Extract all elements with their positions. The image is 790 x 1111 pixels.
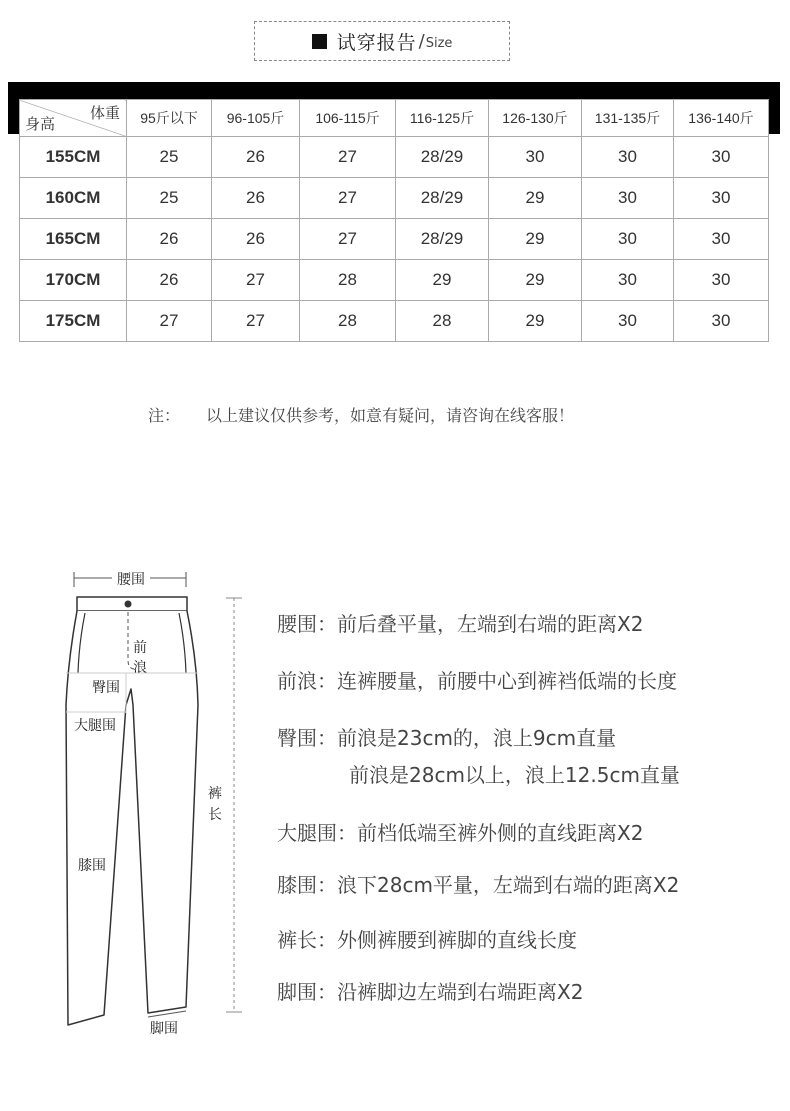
table-cell: 30 [674,301,769,342]
table-row [20,219,769,260]
table-cell: 27 [212,260,300,301]
table-cell: 29 [396,260,489,301]
length-label-2: 长 [208,807,222,823]
thigh-description: 大腿围：前档低端至裤外侧的直线距离X2 [277,821,644,845]
hem-description: 脚围：沿裤脚边左端到右端距离X2 [277,980,584,1004]
length-description: 裤长：外侧裤腰到裤脚的直线长度 [277,928,577,952]
table-cell: 30 [674,260,769,301]
table-cell: 28 [396,301,489,342]
title-subtitle: Size [425,35,453,51]
table-cell: 29 [489,301,582,342]
hip-description-line-2: 前浪是28cm以上，浪上12.5cm直量 [349,763,680,787]
table-cell: 27 [212,301,300,342]
title-main: 试穿报告 [336,31,417,54]
note-text: 以上建议仅供参考，如意有疑问，请咨询在线客服！ [206,406,575,425]
table-cell: 28 [300,301,396,342]
table-cell: 30 [582,178,674,219]
table-cell: 30 [674,178,769,219]
size-table [19,99,769,342]
table-row [20,137,769,178]
table-cell: 30 [674,219,769,260]
table-cell: 28 [300,260,396,301]
table-cell: 28/29 [396,137,489,178]
table-cell: 30 [582,137,674,178]
table-cell: 27 [127,301,212,342]
table-cell: 29 [489,178,582,219]
size-note [148,403,574,426]
table-row [20,178,769,219]
row-height-label: 160CM [20,178,127,219]
column-header: 116-125斤 [396,100,489,137]
table-cell: 29 [489,219,582,260]
table-cell: 26 [212,178,300,219]
table-cell: 26 [212,219,300,260]
table-cell: 26 [127,219,212,260]
table-header-row [20,100,769,137]
pants-measurement-diagram [58,565,258,1045]
waist-description: 腰围：前后叠平量，左端到右端的距离X2 [277,612,644,636]
front-rise-label-1: 前 [133,640,147,656]
table-cell: 28/29 [396,219,489,260]
column-header: 136-140斤 [674,100,769,137]
corner-weight-label: 体重 [89,104,120,122]
front-rise-label-2: 浪 [133,660,147,676]
hip-description-line-1: 臀围：前浪是23cm的，浪上9cm直量 [277,726,617,750]
length-label-1: 裤 [208,786,222,802]
table-cell: 28/29 [396,178,489,219]
row-height-label: 175CM [20,301,127,342]
row-height-label: 170CM [20,260,127,301]
table-corner-cell [20,100,127,137]
column-header: 95斤以下 [127,100,212,137]
column-header: 96-105斤 [212,100,300,137]
table-row [20,301,769,342]
table-cell: 27 [300,219,396,260]
row-height-label: 165CM [20,219,127,260]
table-cell: 29 [489,260,582,301]
front-rise-description: 前浪：连裤腰量，前腰中心到裤裆低端的长度 [277,669,677,693]
waistband-outline [77,597,187,611]
column-header: 131-135斤 [582,100,674,137]
size-report-title [254,21,510,61]
row-height-label: 155CM [20,137,127,178]
table-cell: 30 [489,137,582,178]
knee-label: 膝围 [78,858,106,874]
table-cell: 26 [127,260,212,301]
note-label: 注： [148,406,181,425]
knee-description: 膝围：浪下28cm平量，左端到右端的距离X2 [277,873,680,897]
hem-label: 脚围 [150,1021,178,1037]
corner-height-label: 身高 [25,115,56,133]
waist-label: 腰围 [117,572,145,588]
table-cell: 25 [127,137,212,178]
table-cell: 30 [582,301,674,342]
column-header: 126-130斤 [489,100,582,137]
table-cell: 26 [212,137,300,178]
table-cell: 30 [674,137,769,178]
table-cell: 27 [300,137,396,178]
button-icon [125,601,132,608]
hip-label: 臀围 [92,680,120,696]
table-cell: 25 [127,178,212,219]
thigh-label: 大腿围 [74,718,116,734]
table-cell: 27 [300,178,396,219]
table-cell: 30 [582,219,674,260]
square-bullet-icon [312,34,327,49]
table-cell: 30 [582,260,674,301]
title-separator: / [418,30,425,52]
table-row [20,260,769,301]
column-header: 106-115斤 [300,100,396,137]
